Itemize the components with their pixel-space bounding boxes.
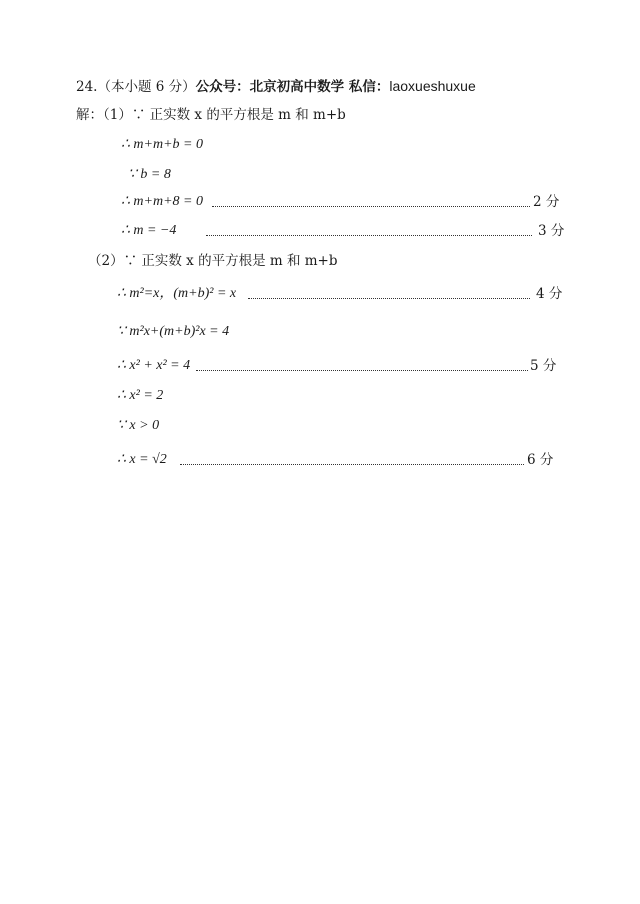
dotted-leader [196, 370, 528, 371]
part2-step1-score: 4 分 [536, 286, 563, 302]
part1-step4: ∴ m = −4 [121, 223, 177, 238]
account-handle: laoxueshuxue [389, 78, 476, 94]
part2-step5: ∵ x > 0 [117, 418, 160, 433]
part1-step1: ∴ m+m+b = 0 [121, 137, 203, 152]
dotted-leader [180, 464, 524, 465]
dotted-leader [212, 206, 530, 207]
part2-step3-score: 5 分 [530, 358, 557, 374]
problem-header [76, 77, 476, 96]
part1-step3: ∴ m+m+8 = 0 [121, 194, 203, 209]
part2-step3: ∴ x² + x² = 4 [117, 358, 191, 373]
part2-intro: （2）∵ 正实数 x 的平方根是 m 和 m+b [88, 253, 338, 269]
problem-number: 24. [76, 79, 98, 95]
part1-step4-score: 3 分 [538, 223, 565, 239]
part2-step6-score: 6 分 [527, 452, 554, 468]
part2-step1: ∴ m²=x，(m+b)² = x [117, 286, 237, 301]
part2-step2: ∵ m²x+(m+b)²x = 4 [117, 324, 230, 339]
problem-points: （本小题 6 分） [97, 79, 196, 95]
part1-step3-score: 2 分 [533, 194, 560, 210]
dotted-leader [206, 235, 532, 236]
dotted-leader [248, 298, 530, 299]
part2-step6: ∴ x = √2 [117, 452, 167, 467]
part1-label: 解：（1）∵ [76, 107, 150, 123]
part2-step4: ∴ x² = 2 [117, 388, 164, 403]
account-text: 公众号：北京初高中数学 私信： [195, 79, 390, 95]
part1-intro [76, 106, 346, 124]
part1-step2: ∵ b = 8 [128, 167, 171, 182]
part1-premise: 正实数 x 的平方根是 m 和 m+b [149, 107, 346, 123]
